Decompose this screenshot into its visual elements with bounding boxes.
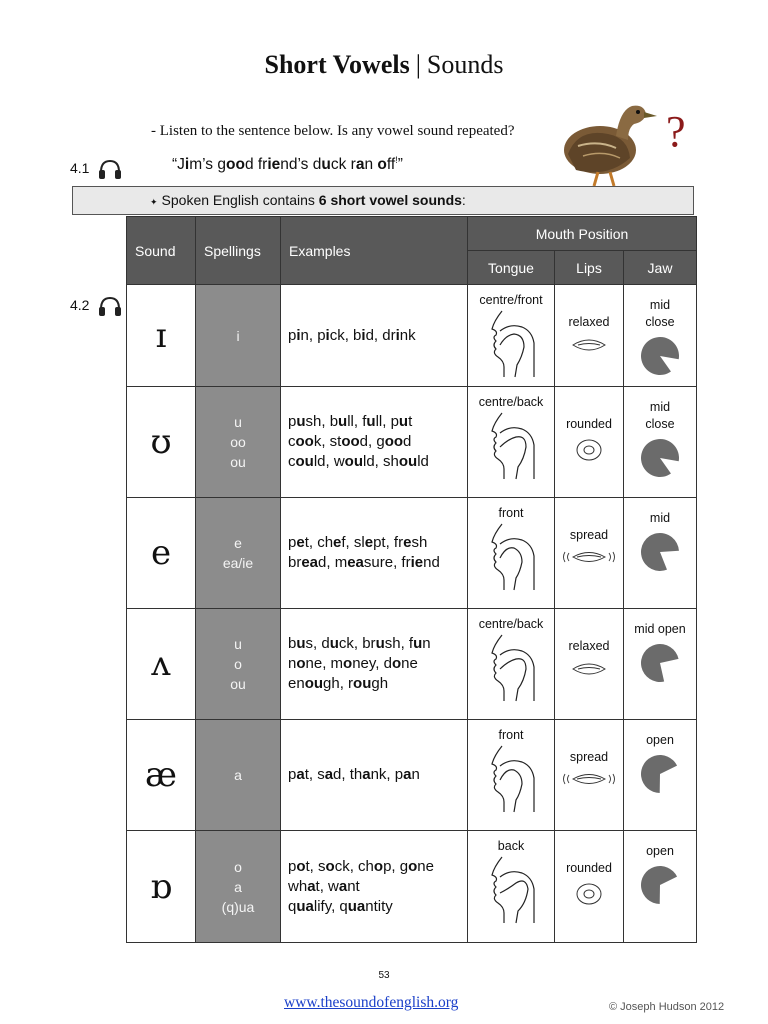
sentence-segment: o	[377, 156, 387, 174]
sentence-segment: m’s g	[189, 156, 226, 174]
example-line	[288, 765, 467, 785]
tongue-cell	[468, 285, 555, 387]
tongue-label: centre/back	[478, 395, 544, 409]
spellings-cell	[196, 498, 281, 609]
spelling: ou	[230, 676, 246, 692]
example-segment: q	[288, 897, 297, 915]
spelling: o	[234, 858, 242, 875]
bullet-icon: ✦	[150, 197, 158, 207]
sentence-segment: i	[184, 156, 190, 174]
examples-cell	[281, 498, 468, 609]
lips-diagram	[570, 659, 608, 679]
example-segment: d, g	[359, 433, 385, 450]
example-segment: i	[325, 326, 330, 344]
example-segment: sh, f	[384, 635, 414, 652]
example-segment: t	[408, 413, 413, 430]
jaw-diagram	[639, 335, 681, 377]
example-segment: ntity	[365, 897, 393, 915]
spelling: a	[234, 878, 242, 895]
example-line	[288, 412, 467, 432]
table-row	[127, 831, 697, 943]
sentence-segment: ck r	[330, 156, 356, 174]
example-segment: i	[296, 326, 301, 344]
example-segment: ld	[417, 453, 429, 470]
example-segment: u	[296, 635, 306, 652]
example-segment: ou	[304, 675, 324, 692]
sentence-segment: ”	[397, 156, 403, 174]
example-segment: ou	[295, 453, 314, 470]
sentence-segment: oo	[226, 156, 245, 174]
jaw-label	[624, 498, 696, 527]
sentence-segment: n	[364, 156, 378, 174]
example-segment: nt	[347, 877, 360, 895]
header-mouth-position: Mouth Position	[468, 217, 697, 251]
spellings-cell	[196, 285, 281, 387]
banner-text-after: :	[461, 192, 466, 208]
tongue-diagram	[480, 411, 542, 481]
jaw-label	[624, 387, 696, 433]
example-segment: ea	[301, 554, 319, 571]
example-segment: u	[413, 635, 423, 652]
sentence-segment: nd’s d	[280, 156, 322, 174]
example-segment: ck, ch	[334, 857, 374, 875]
example-line	[288, 877, 467, 897]
jaw-label	[624, 831, 696, 860]
jaw-cell	[624, 285, 697, 387]
title-bold: Short Vowels	[264, 50, 410, 79]
example-segment: d, dr	[365, 326, 396, 344]
tongue-cell	[468, 387, 555, 498]
jaw-label	[624, 285, 696, 331]
example-segment: o	[325, 857, 335, 875]
instruction-text: - Listen to the sentence below. Is any vowel sound repeated?	[151, 123, 515, 139]
lips-cell	[555, 498, 624, 609]
example-segment: u	[338, 413, 348, 430]
copyright-text: © Joseph Hudson 2012	[609, 1001, 725, 1013]
tongue-diagram	[480, 633, 542, 703]
jaw-cell	[624, 609, 697, 720]
example-segment: oo	[384, 433, 404, 450]
jaw-diagram	[639, 753, 681, 795]
table-row	[127, 285, 697, 387]
header-examples: Examples	[281, 217, 468, 285]
example-segment: p	[288, 326, 297, 344]
example-segment: e	[296, 534, 305, 551]
lips-label: spread	[569, 750, 609, 764]
example-segment: pt, fr	[373, 534, 404, 551]
example-segment: sh	[411, 534, 428, 551]
jaw-label-line: mid	[649, 511, 671, 525]
example-segment: d	[403, 433, 412, 450]
example-segment: ou	[353, 675, 372, 692]
example-segment: ne	[417, 857, 434, 875]
tongue-cell	[468, 831, 555, 943]
page-number: 53	[378, 970, 390, 981]
example-segment: o	[391, 655, 402, 672]
example-segment: k, st	[313, 433, 342, 450]
example-segment: u	[296, 413, 306, 430]
jaw-diagram	[639, 437, 681, 479]
example-segment: a	[324, 766, 334, 783]
example-segment: gh	[371, 675, 389, 692]
example-segment: sure, fr	[363, 554, 411, 571]
example-segment: nk	[399, 326, 416, 344]
jaw-label-line: mid	[649, 298, 671, 312]
example-line	[288, 533, 467, 553]
lips-cell	[555, 609, 624, 720]
jaw-label	[624, 609, 696, 638]
tongue-label: centre/back	[478, 617, 544, 631]
example-segment: ne	[401, 655, 418, 672]
example-segment: ea	[347, 554, 364, 571]
lips-diagram	[572, 881, 606, 907]
example-segment: i	[395, 326, 400, 344]
example-segment: en	[288, 675, 305, 692]
example-segment: o	[343, 655, 353, 672]
spellings-cell	[196, 609, 281, 720]
example-segment: f, sl	[341, 534, 365, 551]
tongue-diagram	[480, 309, 542, 379]
example-segment: e	[333, 534, 342, 551]
example-segment: ld, sh	[363, 453, 399, 470]
lips-diagram	[561, 548, 617, 566]
example-segment: o	[408, 857, 418, 875]
example-segment: c	[288, 453, 296, 470]
example-segment: u	[366, 413, 376, 430]
table-row	[127, 387, 697, 498]
example-segment: e	[403, 534, 412, 551]
example-segment: t, s	[305, 857, 326, 875]
example-segment: ou	[398, 453, 418, 470]
jaw-diagram	[639, 642, 681, 684]
example-segment: u	[329, 635, 339, 652]
example-line	[288, 326, 467, 346]
question-mark: ?	[666, 107, 686, 156]
example-segment: oo	[341, 433, 360, 450]
example-segment: t, w	[315, 877, 339, 895]
example-segment: t, ch	[304, 534, 334, 551]
example-segment: e	[364, 534, 374, 551]
spelling: ou	[230, 454, 246, 470]
spellings-cell	[196, 720, 281, 831]
lips-label: rounded	[566, 861, 612, 875]
jaw-cell	[624, 387, 697, 498]
vowel-symbol[interactable]: e	[127, 498, 196, 609]
lips-diagram	[570, 335, 608, 355]
lips-cell	[555, 720, 624, 831]
sentence-segment: ie	[267, 156, 281, 174]
jaw-label-line: mid	[649, 400, 671, 414]
example-line	[288, 452, 467, 472]
example-line	[288, 432, 467, 452]
example-segment: i	[361, 326, 366, 344]
sentence-segment: “J	[172, 156, 185, 174]
example-segment: n, p	[300, 326, 326, 344]
example-segment: ne, m	[305, 655, 344, 672]
vowel-symbol[interactable]: ɒ	[127, 831, 196, 943]
example-segment: n	[288, 655, 297, 672]
headphones-icon[interactable]	[97, 295, 123, 317]
spelling: (q)ua	[221, 898, 255, 915]
examples-cell	[281, 720, 468, 831]
example-segment: p	[288, 857, 297, 875]
spelling: o	[234, 656, 242, 672]
duck-illustration	[558, 88, 658, 188]
sentence-segment: ff	[386, 156, 396, 174]
example-line	[288, 634, 467, 654]
table-row	[127, 609, 697, 720]
tongue-label: front	[498, 728, 524, 742]
lips-label: rounded	[566, 417, 612, 431]
jaw-label-line: open	[646, 844, 674, 858]
tongue-cell	[468, 720, 555, 831]
sentence-segment: a	[355, 156, 365, 174]
example-segment: p	[288, 766, 297, 783]
example-segment: a	[403, 766, 412, 783]
banner-text-before: Spoken English contains	[161, 192, 319, 208]
spellings-cell	[196, 831, 281, 943]
sentence-segment: d fr	[244, 156, 268, 174]
example-line	[288, 897, 467, 917]
jaw-label-line: close	[645, 417, 675, 431]
example-segment: u	[375, 635, 385, 652]
examples-cell	[281, 831, 468, 943]
example-segment: a	[362, 766, 371, 783]
vowel-symbol[interactable]: ʌ	[127, 609, 196, 720]
tongue-label: front	[498, 506, 524, 520]
jaw-cell	[624, 831, 697, 943]
header-lips: Lips	[555, 251, 624, 285]
example-segment: nk, p	[370, 766, 404, 783]
examples-cell	[281, 387, 468, 498]
lips-cell	[555, 387, 624, 498]
example-segment: o	[296, 655, 306, 672]
example-segment: o	[373, 857, 384, 875]
jaw-label	[624, 720, 696, 749]
example-line	[288, 654, 467, 674]
vowel-symbol[interactable]: ɪ	[127, 285, 196, 387]
example-segment: p	[288, 413, 297, 430]
vowel-symbol[interactable]: æ	[127, 720, 196, 831]
spelling: i	[236, 327, 240, 344]
example-segment: u	[398, 413, 409, 430]
tongue-diagram	[480, 522, 542, 592]
example-segment: o	[296, 857, 306, 875]
example-line	[288, 553, 467, 573]
spelling: u	[234, 636, 242, 652]
banner-text-bold: 6 short vowel sounds	[318, 192, 462, 208]
table-row	[127, 498, 697, 609]
title-divider: |	[415, 50, 421, 79]
lips-label: relaxed	[568, 315, 610, 329]
website-link[interactable]: www.thesoundofenglish.org	[284, 994, 459, 1011]
title-rest: Sounds	[426, 50, 504, 79]
jaw-diagram	[639, 531, 681, 573]
headphones-icon[interactable]	[97, 158, 123, 180]
example-segment: gh, r	[323, 675, 354, 692]
example-segment: d, th	[333, 766, 363, 783]
example-line	[288, 674, 467, 694]
spelling: ea/ie	[222, 555, 254, 571]
example-segment: n	[422, 635, 431, 652]
example-segment: ua	[296, 897, 314, 915]
example-segment: t, s	[304, 766, 325, 783]
example-segment: ua	[347, 897, 366, 915]
example-segment: n	[411, 766, 420, 783]
example-line	[288, 857, 467, 877]
example-segment: c	[288, 433, 296, 450]
example-segment: ll, p	[375, 413, 399, 430]
example-segment: p	[288, 534, 297, 551]
example-segment: nd	[423, 554, 440, 571]
jaw-label-line: close	[645, 315, 675, 329]
example-segment: lify, q	[313, 897, 348, 915]
example-segment: b	[288, 635, 297, 652]
track-label-second: 4.2	[70, 297, 90, 313]
info-banner	[72, 186, 694, 215]
example-segment: ck, br	[338, 635, 376, 652]
lips-cell	[555, 285, 624, 387]
spelling: e	[234, 535, 242, 551]
tongue-cell	[468, 609, 555, 720]
lips-diagram	[572, 437, 606, 463]
table-row	[127, 720, 697, 831]
spellings-cell	[196, 387, 281, 498]
spelling: u	[234, 414, 242, 430]
tongue-label: back	[497, 839, 525, 853]
vowel-symbol[interactable]: ʊ	[127, 387, 196, 498]
tongue-diagram	[480, 855, 542, 925]
example-segment: p, g	[383, 857, 409, 875]
example-segment: oo	[295, 433, 314, 450]
example-segment: ie	[410, 554, 424, 571]
example-segment: wh	[288, 877, 308, 895]
example-segment: a	[338, 877, 348, 895]
example-segment: ll, f	[347, 413, 367, 430]
jaw-diagram	[639, 864, 681, 906]
lips-label: spread	[569, 528, 609, 542]
jaw-label-line: open	[646, 733, 674, 747]
lips-diagram	[561, 770, 617, 788]
example-segment: br	[288, 554, 302, 571]
example-segment: ck, b	[329, 326, 362, 344]
lips-label: relaxed	[568, 639, 610, 653]
page-title	[0, 50, 768, 80]
tongue-label: centre/front	[479, 293, 543, 307]
sentence-segment: !	[395, 155, 398, 165]
example-segment: d, m	[318, 554, 348, 571]
tongue-diagram	[480, 744, 542, 814]
spelling: a	[234, 767, 242, 783]
spelling: oo	[230, 434, 246, 450]
example-segment: s, d	[305, 635, 330, 652]
example-segment: ou	[344, 453, 363, 470]
jaw-cell	[624, 498, 697, 609]
sentence-segment: u	[321, 156, 331, 174]
vowels-table	[126, 216, 697, 943]
header-sound: Sound	[127, 217, 196, 285]
track-label-first: 4.1	[70, 160, 90, 176]
jaw-cell	[624, 720, 697, 831]
lips-cell	[555, 831, 624, 943]
jaw-label-line: mid open	[634, 622, 686, 636]
example-segment: ld, w	[313, 453, 345, 470]
header-tongue: Tongue	[468, 251, 555, 285]
header-jaw: Jaw	[624, 251, 697, 285]
example-segment: ney, d	[352, 655, 392, 672]
example-sentence	[172, 155, 403, 174]
example-segment: a	[296, 766, 305, 783]
header-spellings: Spellings	[196, 217, 281, 285]
examples-cell	[281, 609, 468, 720]
example-segment: sh, b	[305, 413, 339, 430]
example-segment: a	[307, 877, 316, 895]
examples-cell	[281, 285, 468, 387]
tongue-cell	[468, 498, 555, 609]
